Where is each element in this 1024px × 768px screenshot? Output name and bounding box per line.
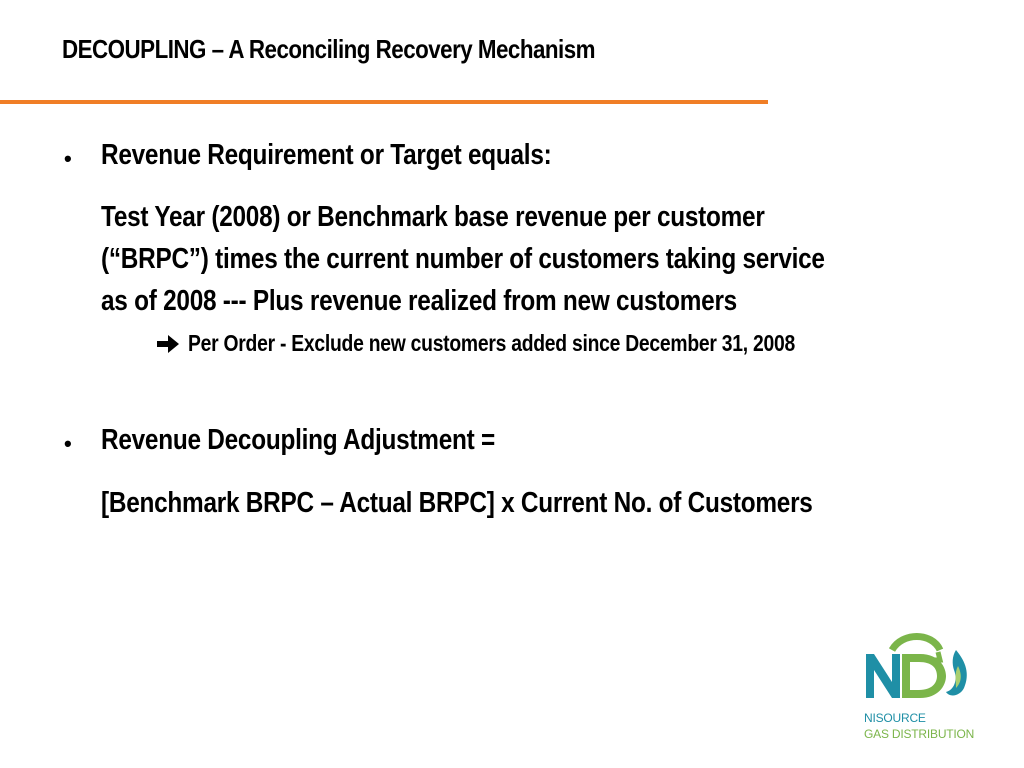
bullet-heading-text: Revenue Decoupling Adjustment = <box>101 424 495 456</box>
bullet-heading <box>101 139 637 172</box>
body-line <box>101 280 963 322</box>
logo-line-1: NISOURCE <box>864 711 926 725</box>
bullet-marker: • <box>64 431 72 456</box>
bullet-body <box>101 482 948 524</box>
bullet-body <box>101 196 963 322</box>
body-line <box>101 482 948 524</box>
bullet-heading <box>101 424 570 457</box>
right-arrow-icon <box>156 333 180 355</box>
order-note-text: Per Order - Exclude new customers added since December 31, 2008 <box>188 330 795 356</box>
body-line <box>101 238 963 280</box>
body-line-text: Test Year (2008) or Benchmark base revenue per customer <box>101 201 765 233</box>
title-underline <box>0 100 768 104</box>
logo-line-2: GAS DISTRIBUTION <box>864 727 975 741</box>
order-note <box>156 330 911 357</box>
body-line-text: (“BRPC”) times the current number of customers taking service <box>101 243 825 275</box>
body-line-text: [Benchmark BRPC – Actual BRPC] x Current No. of Customers <box>101 487 813 519</box>
bullet-marker: • <box>64 146 72 171</box>
body-line-text: as of 2008 --- Plus revenue realized from new customers <box>101 285 737 317</box>
bullet-heading-text: Revenue Requirement or Target equals: <box>101 139 552 171</box>
body-line <box>101 196 963 238</box>
slide-title: DECOUPLING – A Reconciling Recovery Mechanism <box>62 34 596 64</box>
